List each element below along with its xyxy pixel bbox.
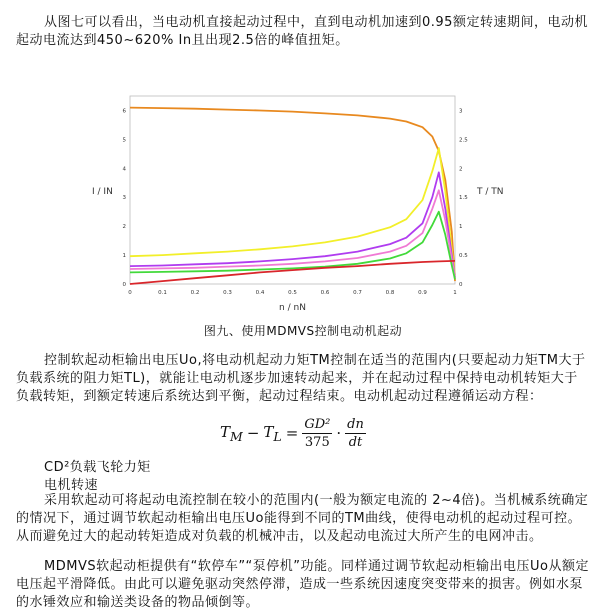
y-left-tick-label: 2 [122, 224, 126, 231]
dot-operator: · [336, 424, 342, 442]
minus-sign: − [246, 424, 260, 442]
x-tick-label: 0.8 [385, 290, 395, 296]
y-right-tick-label: 3 [459, 108, 463, 115]
cd-definition: CD²负载飞轮力矩 [44, 460, 151, 475]
x-tick-label: 0.7 [353, 290, 362, 296]
y-left-tick-label: 0 [122, 282, 126, 288]
y-right-tick-label: 1 [459, 224, 463, 231]
soft-start-paragraph: 采用软起动可将起动电流控制在较小的范围内(一般为额定电流的 2~4倍)。当机械系统确定的情况下，通过调节软起动柜输出电压Uo能得到不同的TM曲线，使得电动机的起动过程可控。从而避免过大的起动转矩造成对负载的机械冲击，以及起动电流过大所产生的电网冲击。 [16, 493, 589, 544]
x-tick-label: 1 [453, 290, 457, 296]
y-left-tick-label: 1 [122, 253, 126, 260]
derivative-fraction: $\frac{dn}{dt}$ [347, 416, 364, 450]
x-axis-label: n / nN [279, 303, 306, 313]
y-left-axis-label: I / IN [92, 187, 113, 197]
intro-paragraph: 从图七可以看出，当电动机直接起动过程中，直到电动机加速到0.95额定转速期间，电动机起动电流达到450~620% In且出现2.5倍的峰值扭矩。 [16, 15, 588, 48]
plot-area-frame [130, 96, 455, 284]
torque-m-symbol: $T_M$ [220, 422, 243, 444]
y-right-tick-label: 0.5 [459, 253, 468, 260]
torque-l-symbol: $T_L$ [263, 422, 282, 444]
inertia-fraction: $\frac{\text{GD²}}{375}$ [304, 416, 331, 450]
x-tick-label: 0 [128, 290, 132, 296]
y-right-tick-label: 2 [459, 166, 463, 173]
soft-stop-paragraph: MDMVS软起动柜提供有“软停车”“泵停机”功能。同样通过调节软起动柜输出电压Uo从额定电压起平滑降低。由此可以避免驱动突然停滞，造成一些系统因速度突变带来的损害。例如水泵的水锤效应和输送类设备的物品倾倒等。 [16, 559, 589, 610]
x-tick-label: 0.2 [190, 290, 200, 296]
y-right-axis-label: T / TN [477, 187, 504, 197]
x-tick-label: 0.5 [288, 290, 297, 296]
current-torque-chart [90, 88, 510, 316]
series-line-2 [130, 148, 455, 275]
y-left-tick-label: 3 [122, 195, 126, 202]
equals-sign: = [285, 424, 299, 442]
control-paragraph: 控制软起动柜输出电压Uo,将电动机起动力矩TM控制在适当的范围内(只要起动力矩TM大于负载系统的阻力矩TL)，就能让电动机逐步加速转动起来，并在起动过程中保持电动机转矩大于负载转矩，到额定转速后系统达到平衡，起动过程结束。电动机起动过程遵循运动方程： [16, 353, 586, 404]
x-tick-label: 0.9 [418, 290, 427, 296]
y-right-tick-label: 1.5 [459, 195, 468, 202]
chart-axes [130, 96, 455, 284]
x-tick-label: 0.4 [255, 290, 265, 296]
x-tick-label: 0.6 [320, 290, 330, 296]
y-left-tick-label: 5 [122, 137, 126, 144]
y-right-tick-label: 0 [459, 282, 463, 288]
x-tick-label: 0.1 [158, 290, 167, 296]
y-right-tick-label: 2.5 [459, 137, 468, 144]
y-left-tick-label: 4 [122, 166, 126, 173]
chart-series-layer [130, 108, 455, 284]
series-line-3 [130, 172, 455, 277]
motor-speed-definition: 电机转速 [44, 478, 99, 493]
figure-caption: 图九、使用MDMVS控制电动机起动 [203, 324, 403, 338]
y-left-tick-label: 6 [122, 108, 126, 115]
motion-equation [220, 414, 366, 452]
x-tick-label: 0.3 [223, 290, 232, 296]
